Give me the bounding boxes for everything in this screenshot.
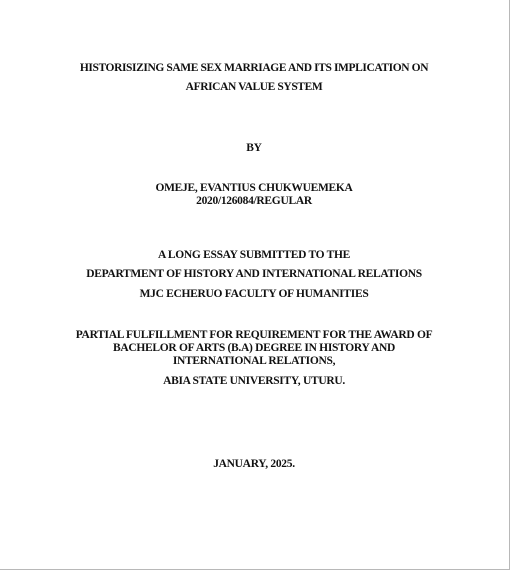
university-name: ABIA STATE UNIVERSITY, UTURU. [163, 375, 345, 387]
submission-line-2: DEPARTMENT OF HISTORY AND INTERNATIONAL RELATIONS [86, 268, 422, 280]
submission-date: JANUARY, 2025. [213, 458, 295, 470]
title-line-1: HISTORISIZING SAME SEX MARRIAGE AND ITS IMPLICATION ON [79, 62, 429, 74]
by-label: BY [246, 142, 262, 154]
submission-line-1: A LONG ESSAY SUBMITTED TO THE [157, 249, 351, 261]
title-line-2: AFRICAN VALUE SYSTEM [185, 81, 323, 93]
fulfillment-line-1: PARTIAL FULFILLMENT FOR REQUIREMENT FOR THE AWARD OF [75, 329, 433, 341]
registration-number: 2020/126084/REGULAR [196, 195, 312, 207]
fulfillment-line-3: INTERNATIONAL RELATIONS, [172, 355, 336, 367]
author-name: OMEJE, EVANTIUS CHUKWUEMEKA [155, 182, 353, 194]
fulfillment-line-2: BACHELOR OF ARTS (B.A) DEGREE IN HISTORY AND [112, 342, 396, 354]
submission-line-3: MJC ECHERUO FACULTY OF HUMANITIES [139, 288, 369, 300]
